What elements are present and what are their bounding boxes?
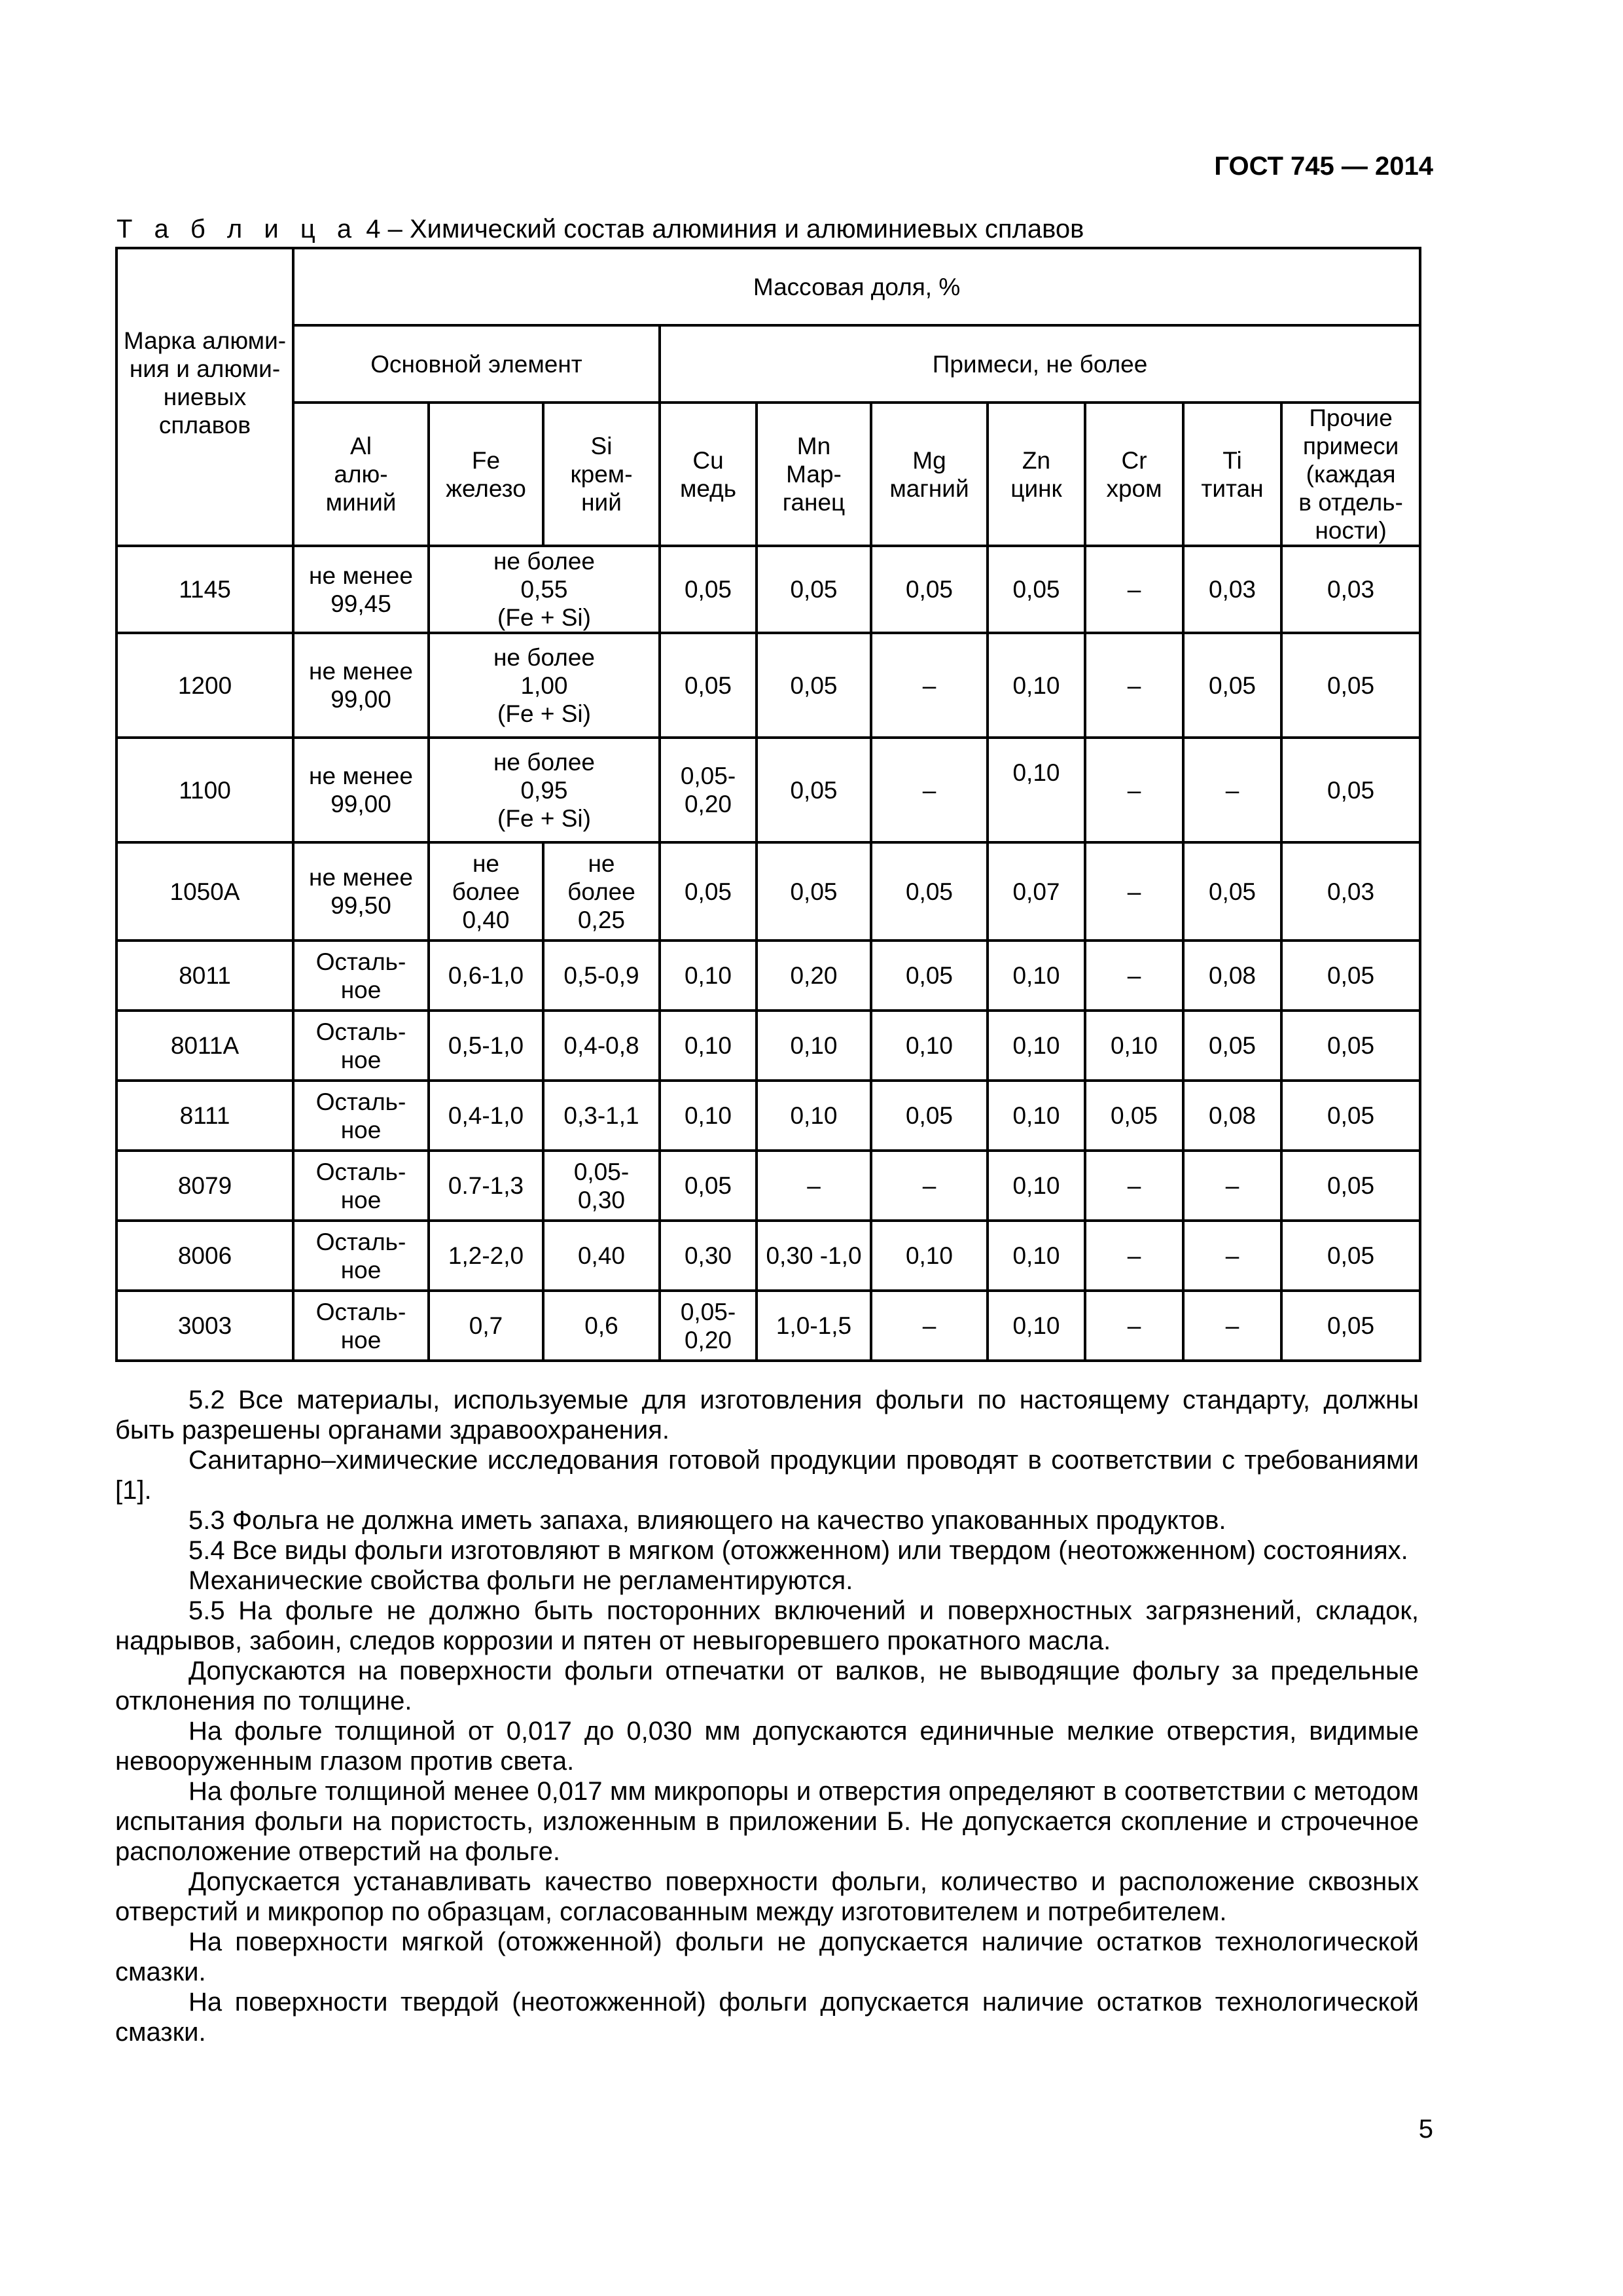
cell-cu: 0,05- 0,20 [660, 738, 757, 842]
cell-other: 0,05 [1281, 633, 1420, 738]
cell-zn: 0,10 [988, 633, 1085, 738]
col-header-al: Al алю- миний [293, 403, 429, 546]
cell-mn: 0,05 [757, 842, 871, 941]
cell-cr: 0,10 [1085, 1011, 1183, 1081]
cell-ti: 0,08 [1183, 1081, 1281, 1151]
cell-zn: 0,10 [988, 1081, 1085, 1151]
cell-other: 0,05 [1281, 1011, 1420, 1081]
body-text [115, 1385, 1419, 2047]
cell-ti: 0,03 [1183, 546, 1281, 633]
cell-cr: – [1085, 1151, 1183, 1221]
cell-zn: 0,10 [988, 1151, 1085, 1221]
paragraph: Механические свойства фольги не регламентируются. [188, 1566, 853, 1595]
cell-cu: 0,05 [660, 546, 757, 633]
paragraph: Санитарно–химические исследования готовой продукции проводят в соответствии с требованиями [1]. [115, 1446, 1419, 1505]
cell-fe: 1,2-2,0 [429, 1221, 543, 1291]
cell-cu: 0,10 [660, 941, 757, 1011]
cell-fe: не более 0,40 [429, 842, 543, 941]
caption-number: 4 [366, 215, 381, 243]
cell-cr: – [1085, 1291, 1183, 1361]
cell-mg: 0,10 [871, 1221, 988, 1291]
cell-zn: 0,10 [988, 1291, 1085, 1361]
cell-al: не менее 99,00 [293, 633, 429, 738]
cell-cr: – [1085, 842, 1183, 941]
cell-al: не менее 99,50 [293, 842, 429, 941]
cell-si: 0,6 [543, 1291, 660, 1361]
table-row [116, 546, 1420, 633]
col-header-fe: Fe железо [429, 403, 543, 546]
cell-ti: – [1183, 1151, 1281, 1221]
col-header-si: Si крем- ний [543, 403, 660, 546]
caption-title: – Химический состав алюминия и алюминиевых сплавов [387, 215, 1084, 243]
paragraph: 5.2 Все материалы, используемые для изготовления фольги по настоящему стандарту, должны быть разрешены органами здравоохранения. [115, 1386, 1419, 1444]
cell-zn: 0,10 [988, 738, 1085, 842]
paragraph: 5.4 Все виды фольги изготовляют в мягком (отожженном) или твердом (неотожженном) состояниях. [188, 1536, 1408, 1565]
cell-fe: 0,6-1,0 [429, 941, 543, 1011]
paragraph: На фольге толщиной менее 0,017 мм микропоры и отверстия определяют в соответствии с методом испытания фольги на пористость, изложенным в приложении Б. Не допускается скопление и строчечное расположение отверстий на фольге. [115, 1777, 1419, 1866]
cell-zn: 0,10 [988, 1011, 1085, 1081]
cell-grade: 8011A [116, 1011, 293, 1081]
cell-mg: – [871, 738, 988, 842]
cell-cr: – [1085, 1221, 1183, 1291]
cell-mg: – [871, 1151, 988, 1221]
col-header-cu: Cu медь [660, 403, 757, 546]
cell-mn: 0,30 -1,0 [757, 1221, 871, 1291]
paragraph: На поверхности мягкой (отожженной) фольги не допускается наличие остатков технологической смазки. [115, 1928, 1419, 1986]
cell-mn: 0,10 [757, 1011, 871, 1081]
table-row [116, 1011, 1420, 1081]
paragraph: На фольге толщиной от 0,017 до 0,030 мм допускаются единичные мелкие отверстия, видимые невооруженным глазом против света. [115, 1717, 1419, 1776]
paragraph: Допускаются на поверхности фольги отпечатки от валков, не выводящие фольгу за предельные отклонения по толщине. [115, 1657, 1419, 1715]
cell-zn: 0,10 [988, 1221, 1085, 1291]
cell-grade: 1050A [116, 842, 293, 941]
cell-cu: 0,05 [660, 1151, 757, 1221]
cell-grade: 3003 [116, 1291, 293, 1361]
cell-ti: – [1183, 738, 1281, 842]
cell-cu: 0,30 [660, 1221, 757, 1291]
table-caption [116, 215, 1084, 244]
cell-cu: 0,05 [660, 842, 757, 941]
table-row [116, 633, 1420, 738]
cell-grade: 1145 [116, 546, 293, 633]
cell-si: не более 0,25 [543, 842, 660, 941]
cell-mg: 0,10 [871, 1011, 988, 1081]
cell-other: 0,05 [1281, 1151, 1420, 1221]
cell-cr: – [1085, 738, 1183, 842]
cell-cr: – [1085, 546, 1183, 633]
cell-other: 0,05 [1281, 738, 1420, 842]
cell-si: 0,4-0,8 [543, 1011, 660, 1081]
cell-fe-si-combined: не более 1,00 (Fe + Si) [429, 633, 660, 738]
header-row-2 [116, 325, 1420, 403]
cell-ti: – [1183, 1221, 1281, 1291]
cell-mn: 0,05 [757, 633, 871, 738]
cell-mg: 0,05 [871, 842, 988, 941]
cell-mn: 1,0-1,5 [757, 1291, 871, 1361]
cell-fe-si-combined: не более 0,95 (Fe + Si) [429, 738, 660, 842]
cell-al: не менее 99,45 [293, 546, 429, 633]
cell-ti: 0,05 [1183, 633, 1281, 738]
cell-cu: 0,05 [660, 633, 757, 738]
cell-zn: 0,07 [988, 842, 1085, 941]
cell-grade: 1100 [116, 738, 293, 842]
table-row [116, 1291, 1420, 1361]
cell-al: Осталь- ное [293, 1011, 429, 1081]
cell-mn: 0,05 [757, 738, 871, 842]
cell-other: 0,05 [1281, 1221, 1420, 1291]
cell-cr: – [1085, 941, 1183, 1011]
paragraph: 5.3 Фольга не должна иметь запаха, влияющего на качество упакованных продуктов. [188, 1506, 1226, 1535]
col-header-ti: Ti титан [1183, 403, 1281, 546]
cell-ti: 0,05 [1183, 842, 1281, 941]
cell-mn: 0,05 [757, 546, 871, 633]
cell-grade: 8111 [116, 1081, 293, 1151]
table-row [116, 1081, 1420, 1151]
table-row [116, 1221, 1420, 1291]
col-header-other: Прочие примеси (каждая в отдель- ности) [1281, 403, 1420, 546]
cell-grade: 8006 [116, 1221, 293, 1291]
cell-si: 0,05- 0,30 [543, 1151, 660, 1221]
cell-cu: 0,05- 0,20 [660, 1291, 757, 1361]
cell-fe: 0.7-1,3 [429, 1151, 543, 1221]
cell-fe: 0,7 [429, 1291, 543, 1361]
col-header-cr: Cr хром [1085, 403, 1183, 546]
cell-other: 0,03 [1281, 546, 1420, 633]
cell-si: 0,5-0,9 [543, 941, 660, 1011]
cell-al: не менее 99,00 [293, 738, 429, 842]
paragraph: 5.5 На фольге не должно быть посторонних включений и поверхностных загрязнений, складок, надрывов, забоин, следов коррозии и пятен от невыгоревшего прокатного масла. [115, 1596, 1419, 1655]
table-row [116, 842, 1420, 941]
page-number: 5 [1418, 2115, 1433, 2144]
cell-other: 0,03 [1281, 842, 1420, 941]
cell-mn: 0,10 [757, 1081, 871, 1151]
caption-prefix: Т а б л и ц а [116, 215, 359, 243]
cell-zn: 0,10 [988, 941, 1085, 1011]
header-mass-fraction: Массовая доля, % [293, 248, 1420, 325]
cell-al: Осталь- ное [293, 1291, 429, 1361]
cell-fe: 0,5-1,0 [429, 1011, 543, 1081]
cell-other: 0,05 [1281, 1081, 1420, 1151]
cell-mg: – [871, 1291, 988, 1361]
col-header-mn: Mn Мар- ганец [757, 403, 871, 546]
cell-grade: 8079 [116, 1151, 293, 1221]
paragraph: Допускается устанавливать качество поверхности фольги, количество и расположение сквозных отверстий и микропор по образцам, согласованным между изготовителем и потребителем. [115, 1867, 1419, 1926]
cell-al: Осталь- ное [293, 1151, 429, 1221]
col-header-grade: Марка алюми-ния и алюми-ниевых сплавов [116, 248, 293, 546]
table-row [116, 1151, 1420, 1221]
chemical-composition-table [115, 247, 1421, 1362]
cell-mg: 0,05 [871, 1081, 988, 1151]
cell-mn: – [757, 1151, 871, 1221]
cell-al: Осталь- ное [293, 941, 429, 1011]
header-row-1 [116, 248, 1420, 325]
header-main-element: Основной элемент [293, 325, 660, 403]
cell-ti: 0,05 [1183, 1011, 1281, 1081]
cell-cu: 0,10 [660, 1081, 757, 1151]
cell-ti: 0,08 [1183, 941, 1281, 1011]
cell-mg: 0,05 [871, 941, 988, 1011]
cell-cr: – [1085, 633, 1183, 738]
cell-mg: 0,05 [871, 546, 988, 633]
cell-ti: – [1183, 1291, 1281, 1361]
cell-al: Осталь- ное [293, 1081, 429, 1151]
col-header-zn: Zn цинк [988, 403, 1085, 546]
cell-other: 0,05 [1281, 941, 1420, 1011]
cell-cr: 0,05 [1085, 1081, 1183, 1151]
cell-grade: 1200 [116, 633, 293, 738]
col-header-mg: Mg магний [871, 403, 988, 546]
cell-si: 0,40 [543, 1221, 660, 1291]
cell-al: Осталь- ное [293, 1221, 429, 1291]
document-code: ГОСТ 745 — 2014 [1214, 152, 1433, 181]
table-row [116, 941, 1420, 1011]
paragraph: На поверхности твердой (неотожженной) фольги допускается наличие остатков технологической смазки. [115, 1988, 1419, 2047]
header-impurities: Примеси, не более [660, 325, 1420, 403]
cell-fe: 0,4-1,0 [429, 1081, 543, 1151]
cell-mn: 0,20 [757, 941, 871, 1011]
cell-cu: 0,10 [660, 1011, 757, 1081]
header-row-3 [116, 403, 1420, 546]
cell-fe-si-combined: не более 0,55 (Fe + Si) [429, 546, 660, 633]
cell-si: 0,3-1,1 [543, 1081, 660, 1151]
cell-other: 0,05 [1281, 1291, 1420, 1361]
table-row [116, 738, 1420, 842]
cell-grade: 8011 [116, 941, 293, 1011]
cell-mg: – [871, 633, 988, 738]
cell-zn: 0,05 [988, 546, 1085, 633]
